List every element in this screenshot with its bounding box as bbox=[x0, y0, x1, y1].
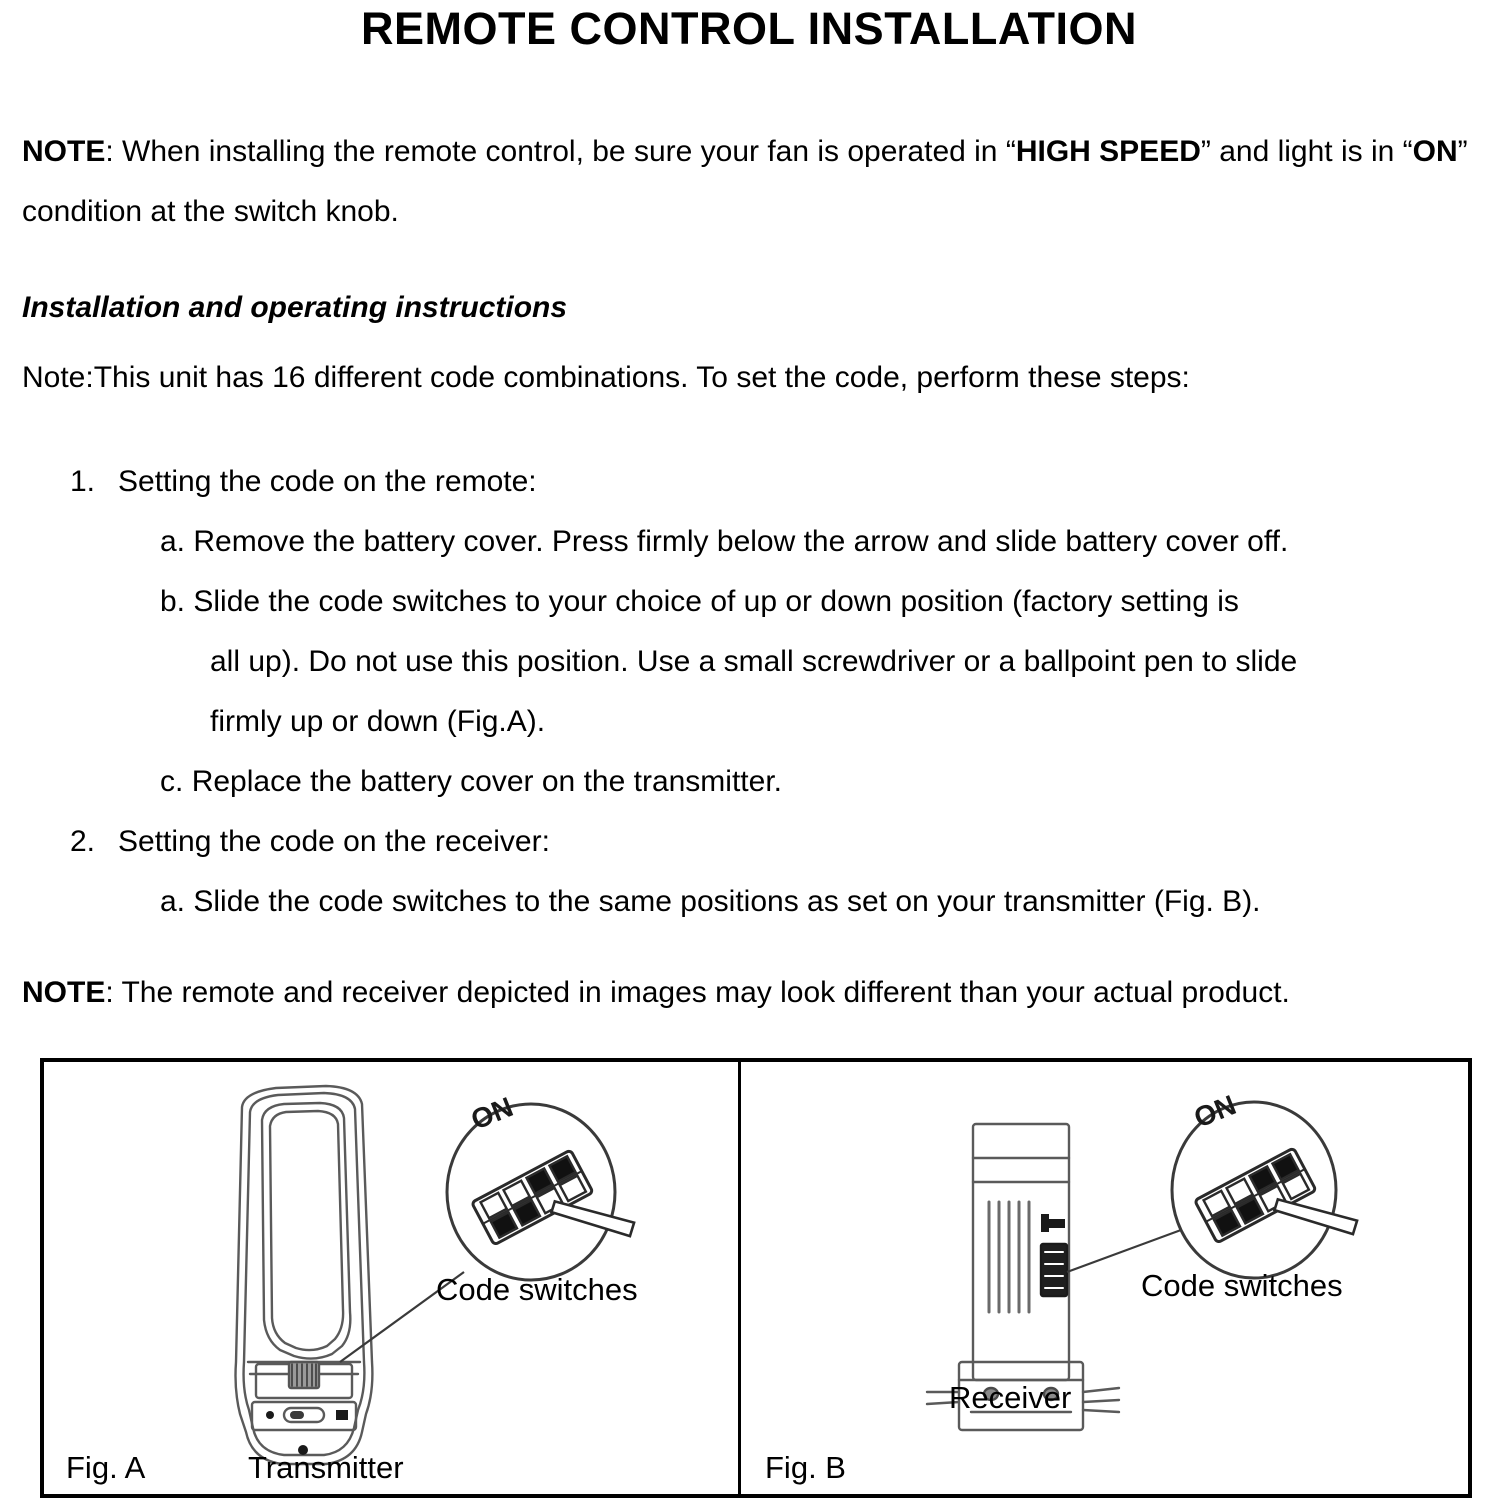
note-text-part-3: ” condition at the switch knob. bbox=[22, 135, 1468, 228]
substep-item bbox=[0, 572, 1498, 752]
substep-marker: a. bbox=[160, 525, 186, 558]
note-label: NOTE bbox=[22, 135, 106, 168]
dip-on-label: ON bbox=[466, 1091, 518, 1136]
figure-panel-b bbox=[741, 1062, 1472, 1498]
substep-text-continued: firmly up or down (Fig.A). bbox=[210, 705, 546, 738]
substep-item bbox=[0, 872, 1498, 932]
note-keyword-on: ON bbox=[1412, 135, 1458, 168]
substep-marker: c. bbox=[160, 765, 184, 798]
substep-line bbox=[160, 752, 1498, 812]
figure-box bbox=[40, 1058, 1472, 1498]
substep-marker: a. bbox=[160, 885, 186, 918]
substep-item bbox=[0, 752, 1498, 812]
receiver-caption: Receiver bbox=[949, 1380, 1072, 1415]
code-switches-caption-a: Code switches bbox=[436, 1272, 638, 1307]
substep-marker: b. bbox=[160, 585, 186, 618]
note-text: : The remote and receiver depicted in images may look different than your actual product. bbox=[105, 976, 1290, 1009]
instruction-steps bbox=[0, 452, 1498, 932]
step-marker: 2. bbox=[70, 825, 96, 858]
dip-switch-block bbox=[1195, 1148, 1316, 1243]
figure-tag-b: Fig. B bbox=[765, 1450, 846, 1485]
figure-tag-a: Fig. A bbox=[66, 1450, 146, 1485]
note-paragraph-top bbox=[22, 122, 1482, 242]
substep-text: Replace the battery cover on the transmitter. bbox=[191, 765, 782, 798]
code-switch-callout-b bbox=[741, 1062, 1472, 1498]
substep-text: Remove the battery cover. Press firmly below the arrow and slide battery cover off. bbox=[193, 525, 1289, 558]
step-marker: 1. bbox=[70, 465, 96, 498]
substep-line bbox=[160, 512, 1498, 572]
step-label: Setting the code on the remote: bbox=[118, 465, 537, 498]
substep-item bbox=[0, 512, 1498, 572]
note-text-part-1: : When installing the remote control, be sure your fan is operated in “ bbox=[105, 135, 1016, 168]
page-title: REMOTE CONTROL INSTALLATION bbox=[361, 3, 1137, 54]
code-switches-caption-b: Code switches bbox=[1141, 1268, 1343, 1303]
substep-text-continued: all up). Do not use this position. Use a small screwdriver or a ballpoint pen to slide bbox=[210, 645, 1298, 678]
callout-leader-line bbox=[1067, 1230, 1181, 1272]
figure-panel-a bbox=[44, 1062, 738, 1498]
substep-line bbox=[160, 872, 1498, 932]
step-item bbox=[0, 452, 1498, 512]
note-label: NOTE bbox=[22, 976, 106, 1009]
note-text-part-2: ” and light is in “ bbox=[1200, 135, 1413, 168]
transmitter-caption: Transmitter bbox=[248, 1450, 404, 1485]
step-label: Setting the code on the receiver: bbox=[118, 825, 550, 858]
section-subnote: Note:This unit has 16 different code combinations. To set the code, perform these steps: bbox=[22, 361, 1190, 394]
substep-line bbox=[160, 572, 1498, 752]
dip-on-label: ON bbox=[1189, 1089, 1241, 1134]
note-paragraph-bottom bbox=[22, 963, 1482, 1023]
note-keyword-high-speed: HIGH SPEED bbox=[1015, 135, 1201, 168]
dip-switch-block bbox=[472, 1150, 593, 1245]
step-item bbox=[0, 812, 1498, 872]
substep-text: Slide the code switches to your choice of up or down position (factory setting is bbox=[193, 585, 1239, 618]
section-heading-installation: Installation and operating instructions bbox=[22, 291, 568, 324]
substep-text: Slide the code switches to the same positions as set on your transmitter (Fig. B). bbox=[193, 885, 1261, 918]
